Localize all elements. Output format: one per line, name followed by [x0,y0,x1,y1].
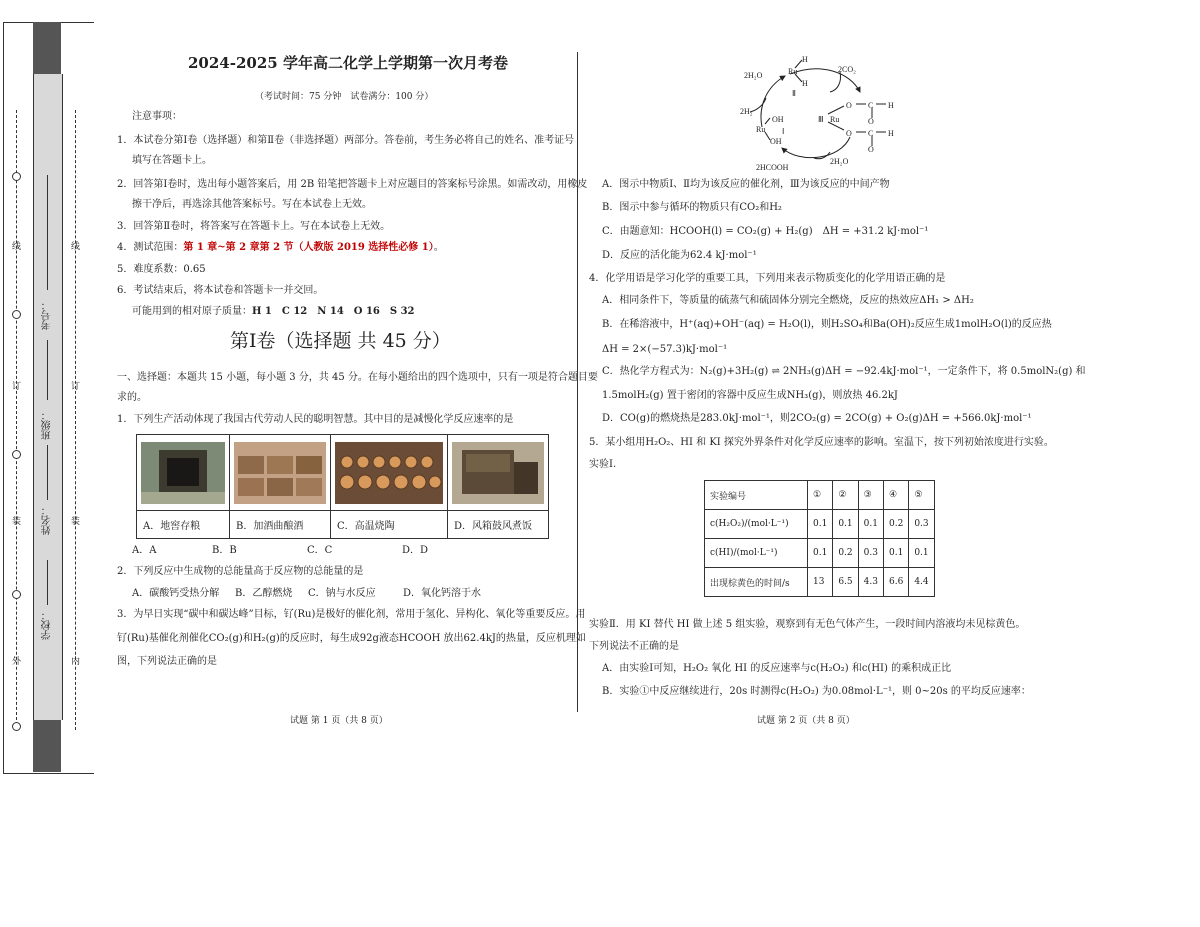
h2o-top-label: 2H₂O [744,71,763,80]
bellows-photo [452,442,544,504]
question-1: 1．下列生产活动体现了我国古代劳动人民的聪明智慧。其中目的是减慢化学反应速率的是 [117,414,514,425]
h-label: H [802,55,808,64]
notice-1a: 1．本试卷分第Ⅰ卷（选择题）和第Ⅱ卷（非选择题）两部分。答卷前，考生务必将自己的姓名、准考证号 [117,135,575,146]
table-row [705,568,935,597]
inner-cut-line [75,110,76,730]
experiment-2: 实验Ⅱ．用 KI 替代 HI 做上述 5 组实验，观察到有无色气体产生，一段时间内溶液均未见棕黄色。 [589,619,1026,630]
table-cell: c(H₂O₂)/(mol·L⁻¹) [705,510,808,539]
cut-circle [12,450,21,459]
xian-mark: 线 [12,242,22,252]
co2-label: 2CO₂ [838,65,856,74]
table-cell: 13 [808,568,833,597]
q1-caption-a: A．地窖存粮 [137,511,230,539]
zhuang-mark: 装 [12,517,22,527]
oh-label: OH [770,137,782,146]
table-cell: c(HI)/(mol·L⁻¹) [705,539,808,568]
hcooh-label: 2HCOOH [756,163,789,172]
co2-in-arrow [830,72,841,92]
table-row [705,539,935,568]
table-cell: 0.3 [858,539,883,568]
ru-label-i: Ru [756,125,766,134]
notice-3: 3．回答第Ⅱ卷时，将答案写在答题卡上。写在本试卷上无效。 [117,221,391,232]
table-header-cell: 实验编号 [705,481,808,510]
table-cell: 0.1 [883,539,908,568]
q1-option-a[interactable]: A．A [132,545,157,556]
question-3b: 钌(Ru)基催化剂催化CO₂(g)和H₂(g)的反应时，每生成92g液态HCOOH 放出62.4kJ的热量，反应机理如 [117,633,586,644]
experiment-table [704,480,935,597]
page2-footer: 试题 第 2 页（共 8 页） [757,716,855,726]
field-line[interactable] [47,445,48,500]
cut-circle [12,310,21,319]
part-intro-b: 求的。 [117,392,147,403]
cellar-photo [141,442,225,504]
notice-2b: 擦干净后，再选涂其他答案标号。写在本试卷上无效。 [132,199,372,210]
table-header-cell: ⑤ [909,481,934,510]
field-line[interactable] [47,340,48,400]
exam-title: 2024-2025 学年高二化学上学期第一次月考卷 [188,54,508,72]
notice-6: 6．考试结束后，将本试卷和答题卡一并交回。 [117,285,324,296]
binding-dark-block-top [33,22,61,74]
table-header-cell: ③ [858,481,883,510]
o-label: O [868,145,874,154]
experiment-1-label: 实验Ⅰ. [589,459,617,470]
h2-label: 2H₂ [740,107,753,116]
table-cell: 0.3 [909,510,934,539]
q1-image-table [136,434,549,539]
q2-option-c[interactable]: C．钠与水反应 [308,588,376,599]
table-cell: 0.2 [833,539,858,568]
cut-circle [12,722,21,731]
c-label: C [868,101,874,110]
question-2: 2．下列反应中生成物的总能量高于反应物的总能量的是 [117,566,364,577]
q1-caption-b: B．加酒曲酿酒 [230,511,331,539]
q4-option-b-cont: ΔH = 2×(−57.3)kJ·mol⁻¹ [602,344,728,355]
q1-photo-cell [448,435,549,511]
notice-2a: 2．回答第Ⅰ卷时，选出每小题答案后，用 2B 铅笔把答题卡上对应题目的答案标号涂黑。如需改动，用橡皮 [117,179,588,190]
q5-stem: 下列说法不正确的是 [589,641,679,652]
c-label: C [868,129,874,138]
atomic-masses [132,305,415,319]
o-label: O [868,117,874,126]
oh-label: OH [772,115,784,124]
q3-option-c[interactable]: C．由题意知：HCOOH(l) = CO₂(g) + H₂(g) ΔH = +31.2 kJ·mol⁻¹ [602,226,929,237]
h-label: H [802,79,808,88]
q4-option-b[interactable]: B．在稀溶液中，H⁺(aq)+OH⁻(aq) = H₂O(l)，则H₂SO₄和Ba(OH)₂反应生成1molH₂O(l)的反应热 [602,319,1052,330]
question-3c: 图，下列说法正确的是 [117,656,217,667]
label-iii: Ⅲ [818,115,824,124]
o-label: O [846,129,852,138]
question-5: 5．某小组用H₂O₂、HI 和 KI 探究外界条件对化学反应速率的影响。室温下，按下列初始浓度进行实验。 [589,437,1054,448]
table-cell: 0.1 [808,539,833,568]
page1-footer: 试题 第 1 页（共 8 页） [290,716,388,726]
q4-option-c-cont: 1.5molH₂(g) 置于密闭的容器中反应生成NH₃(g)，则放热 46.2kJ [602,390,898,401]
field-exam-no: 考号： [42,300,53,330]
field-school: 学校： [42,610,53,640]
notice-heading: 注意事项： [132,111,182,122]
part-intro-a: 一、选择题：本题共 15 小题，每小题 3 分，共 45 分。在每小题给出的四个选项中，只有一项是符合题目要 [117,372,598,383]
table-cell: 0.1 [833,510,858,539]
section-title: 第Ⅰ卷（选择题 共 45 分） [230,330,451,352]
q4-option-a[interactable]: A．相同条件下，等质量的硫蒸气和硫固体分别完全燃烧，反应的热效应ΔH₁ > ΔH₂ [602,295,974,306]
atomic-label: 可能用到的相对原子质量： [132,306,252,317]
outer-cut-line [16,110,17,730]
binding-dark-block-bottom [33,720,61,772]
q4-option-c[interactable]: C．热化学方程式为：N₂(g)+3H₂(g) ⇌ 2NH₃(g)ΔH = −92.4kJ·mol⁻¹，一定条件下，将 0.5molN₂(g) 和 [602,366,1086,377]
ding-mark: 订 [12,382,22,392]
table-header-cell: ② [833,481,858,510]
q5-option-a[interactable]: A．由实验Ⅰ可知，H₂O₂ 氧化 HI 的反应速率与c(H₂O₂) 和c(HI) 的乘积成正比 [602,663,952,674]
q3-option-b[interactable]: B．图示中参与循环的物质只有CO₂和H₂ [602,202,782,213]
ding-mark-inner: 订 [71,382,81,392]
notice-4 [117,241,444,255]
field-line[interactable] [47,175,48,290]
question-3a: 3．为早日实现“碳中和碳达峰”目标，钌(Ru)是极好的催化剂，常用于氢化、异构化、氧化等重要反应。用 [117,609,586,620]
notice-5: 5．难度系数：0.65 [117,264,206,275]
outer-mark: 外 [12,657,22,667]
cycle-arrow [782,137,850,158]
notice-4-suffix: 。 [433,242,444,253]
q3-option-a[interactable]: A．图示中物质Ⅰ、Ⅱ均为该反应的催化剂，Ⅲ为该反应的中间产物 [602,179,890,190]
zhuang-mark-inner: 装 [71,517,81,527]
table-cell: 0.1 [858,510,883,539]
q1-photo-cell [137,435,230,511]
pottery-photo [335,442,443,504]
field-class: 班级： [42,410,53,440]
table-cell: 4.3 [858,568,883,597]
ru-label-ii: Ru [788,67,798,76]
xian-mark-inner: 线 [71,242,81,252]
field-line[interactable] [47,560,48,605]
q1-option-c[interactable]: C．C [307,545,333,556]
q2-option-b[interactable]: B．乙醇燃烧 [235,588,293,599]
notice-4-range: 第 1 章~第 2 章第 2 节（人教版 2019 选择性必修 1） [183,242,434,253]
table-cell: 6.6 [883,568,908,597]
notice-1b: 填写在答题卡上。 [132,155,212,166]
table-cell: 6.5 [833,568,858,597]
table-cell: 0.2 [883,510,908,539]
q1-option-b[interactable]: B．B [212,545,237,556]
reaction-mechanism-diagram [730,52,900,174]
exam-subtitle: （考试时间：75 分钟 试卷满分：100 分） [255,92,434,102]
atomic-values: H 1 C 12 N 14 O 16 S 32 [252,306,415,317]
q2-option-a[interactable]: A．碳酸钙受热分解 [132,588,220,599]
cut-circle [12,172,21,181]
table-header-cell: ④ [883,481,908,510]
ru-label-iii: Ru [830,115,840,124]
table-cell: 4.4 [909,568,934,597]
notice-4-prefix: 4．测试范围： [117,242,184,253]
table-cell: 0.1 [808,510,833,539]
q4-option-d[interactable]: D．CO(g)的燃烧热是283.0kJ·mol⁻¹，则2CO₂(g) = 2CO(g) + O₂(g)ΔH = +566.0kJ·mol⁻¹ [602,413,1032,424]
q1-photo-cell [331,435,448,511]
koji-photo [234,442,326,504]
q1-caption-c: C．高温烧陶 [331,511,448,539]
q3-option-d[interactable]: D．反应的活化能为62.4 kJ·mol⁻¹ [602,250,757,261]
q5-option-b[interactable]: B．实验①中反应继续进行，20s 时测得c(H₂O₂) 为0.08mol·L⁻¹，则 0~20s 的平均反应速率： [602,686,1031,697]
field-name: 姓名： [42,505,53,535]
h2o-bottom-label: 2H₂O [830,157,849,166]
q1-caption-d: D．风箱鼓风煮饭 [448,511,549,539]
question-4: 4．化学用语是学习化学的重要工具，下列用来表示物质变化的化学用语正确的是 [589,273,946,284]
label-i: Ⅰ [782,127,785,136]
label-ii: Ⅱ [792,89,796,98]
h-label: H [888,129,894,138]
table-cell: 0.1 [909,539,934,568]
cut-circle [12,590,21,599]
table-header-cell: ① [808,481,833,510]
q1-photo-cell [230,435,331,511]
q1-option-d[interactable]: D．D [402,545,429,556]
table-row [705,510,935,539]
o-label: O [846,101,852,110]
h-label: H [888,101,894,110]
table-cell: 出现棕黄色的时间/s [705,568,808,597]
q2-option-d[interactable]: D．氧化钙溶于水 [403,588,482,599]
inner-mark: 内 [71,657,81,667]
